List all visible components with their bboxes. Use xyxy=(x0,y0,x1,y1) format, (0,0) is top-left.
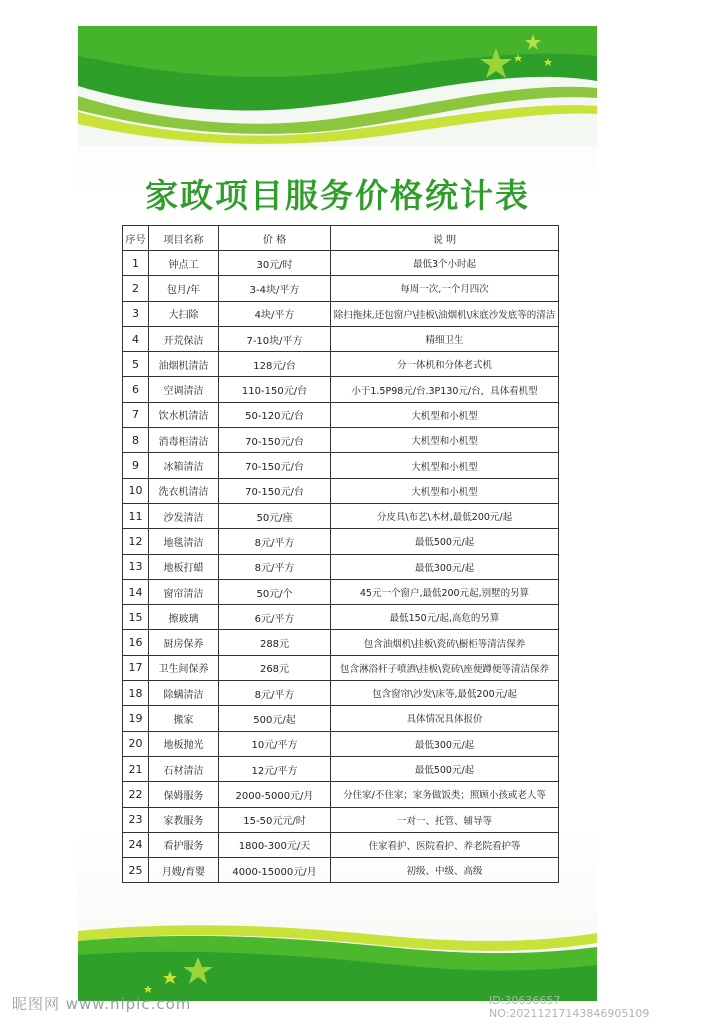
row-price: 15-50元元/时 xyxy=(219,807,331,832)
row-price: 4块/平方 xyxy=(219,301,331,326)
row-desc: 大机型和小机型 xyxy=(331,453,559,478)
poster xyxy=(78,26,597,1001)
table-row xyxy=(123,276,559,301)
row-no: 17 xyxy=(123,655,149,680)
row-price: 288元 xyxy=(219,630,331,655)
row-price: 70-150元/台 xyxy=(219,453,331,478)
table-row xyxy=(123,377,559,402)
row-desc: 包含窗帘\沙发\床等,最低200元/起 xyxy=(331,681,559,706)
table-header-row xyxy=(123,226,559,251)
row-no: 9 xyxy=(123,453,149,478)
watermark-id: ID:30636657 NO:20211217143846905109 xyxy=(489,994,650,1020)
price-table xyxy=(122,225,559,883)
row-item: 月嫂/育婴 xyxy=(149,858,219,883)
row-item: 油烟机清洁 xyxy=(149,352,219,377)
table-row xyxy=(123,579,559,604)
row-item: 饮水机清洁 xyxy=(149,402,219,427)
row-no: 19 xyxy=(123,706,149,731)
row-item: 家教服务 xyxy=(149,807,219,832)
row-price: 70-150元/台 xyxy=(219,478,331,503)
row-item: 卫生间保养 xyxy=(149,655,219,680)
row-item: 包月/年 xyxy=(149,276,219,301)
row-price: 50元/个 xyxy=(219,579,331,604)
row-no: 6 xyxy=(123,377,149,402)
row-desc: 大机型和小机型 xyxy=(331,402,559,427)
row-no: 14 xyxy=(123,579,149,604)
header-no: 序号 xyxy=(123,226,149,251)
row-desc: 分皮具\布艺\木材,最低200元/起 xyxy=(331,503,559,528)
row-desc: 大机型和小机型 xyxy=(331,478,559,503)
row-price: 128元/台 xyxy=(219,352,331,377)
row-price: 30元/时 xyxy=(219,251,331,276)
row-item: 钟点工 xyxy=(149,251,219,276)
row-desc: 具体情况具体报价 xyxy=(331,706,559,731)
row-no: 22 xyxy=(123,782,149,807)
row-no: 16 xyxy=(123,630,149,655)
row-price: 3-4块/平方 xyxy=(219,276,331,301)
row-item: 消毒柜清洁 xyxy=(149,428,219,453)
row-item: 擦玻璃 xyxy=(149,605,219,630)
table-row xyxy=(123,706,559,731)
row-desc: 住家看护、医院看护、养老院看护等 xyxy=(331,832,559,857)
row-desc: 除扫拖抹,还包窗户\挂板\油烟机\床底沙发底等的清洁 xyxy=(331,301,559,326)
table-row xyxy=(123,402,559,427)
header-item: 项目名称 xyxy=(149,226,219,251)
row-no: 11 xyxy=(123,503,149,528)
page-title: 家政项目服务价格统计表 xyxy=(145,176,530,215)
table-row xyxy=(123,731,559,756)
row-desc: 最低300元/起 xyxy=(331,554,559,579)
row-no: 25 xyxy=(123,858,149,883)
table-row xyxy=(123,630,559,655)
row-desc: 最低500元/起 xyxy=(331,529,559,554)
row-no: 10 xyxy=(123,478,149,503)
row-price: 500元/起 xyxy=(219,706,331,731)
row-price: 2000-5000元/月 xyxy=(219,782,331,807)
row-price: 50元/座 xyxy=(219,503,331,528)
row-no: 5 xyxy=(123,352,149,377)
row-no: 3 xyxy=(123,301,149,326)
row-item: 窗帘清洁 xyxy=(149,579,219,604)
table-row xyxy=(123,503,559,528)
row-desc: 小于1.5P98元/台.3P130元/台，具体看机型 xyxy=(331,377,559,402)
row-item: 除螨清洁 xyxy=(149,681,219,706)
top-banner-wave xyxy=(78,26,597,146)
table-row xyxy=(123,807,559,832)
row-no: 18 xyxy=(123,681,149,706)
row-price: 7-10块/平方 xyxy=(219,326,331,351)
row-price: 70-150元/台 xyxy=(219,428,331,453)
table-row xyxy=(123,428,559,453)
row-no: 1 xyxy=(123,251,149,276)
row-desc: 最低3个小时起 xyxy=(331,251,559,276)
row-no: 7 xyxy=(123,402,149,427)
table-row xyxy=(123,453,559,478)
row-item: 大扫除 xyxy=(149,301,219,326)
row-desc: 最低500元/起 xyxy=(331,756,559,781)
row-desc: 精细卫生 xyxy=(331,326,559,351)
row-no: 23 xyxy=(123,807,149,832)
row-no: 12 xyxy=(123,529,149,554)
row-no: 2 xyxy=(123,276,149,301)
header-price: 价 格 xyxy=(219,226,331,251)
table-row xyxy=(123,251,559,276)
row-item: 沙发清洁 xyxy=(149,503,219,528)
table-row xyxy=(123,681,559,706)
row-price: 12元/平方 xyxy=(219,756,331,781)
row-item: 石材清洁 xyxy=(149,756,219,781)
row-item: 看护服务 xyxy=(149,832,219,857)
table-row xyxy=(123,858,559,883)
table-row xyxy=(123,554,559,579)
row-desc: 包含淋浴杆子喷洒\挂板\瓷砖\座便蹲便等清洁保养 xyxy=(331,655,559,680)
row-price: 110-150元/台 xyxy=(219,377,331,402)
row-no: 15 xyxy=(123,605,149,630)
row-desc: 初级、中级、高级 xyxy=(331,858,559,883)
row-item: 地毯清洁 xyxy=(149,529,219,554)
row-item: 洗衣机清洁 xyxy=(149,478,219,503)
row-desc: 大机型和小机型 xyxy=(331,428,559,453)
row-price: 50-120元/台 xyxy=(219,402,331,427)
table-row xyxy=(123,478,559,503)
row-desc: 分住家/不住家；家务做饭类；照顾小孩或老人等 xyxy=(331,782,559,807)
row-price: 8元/平方 xyxy=(219,554,331,579)
row-price: 8元/平方 xyxy=(219,529,331,554)
table-row xyxy=(123,655,559,680)
row-desc: 一对一、托管、辅导等 xyxy=(331,807,559,832)
row-desc: 分一体机和分体老式机 xyxy=(331,352,559,377)
row-no: 20 xyxy=(123,731,149,756)
table-row xyxy=(123,529,559,554)
row-no: 13 xyxy=(123,554,149,579)
bottom-banner-wave xyxy=(78,921,597,1001)
row-desc: 最低150元/起,高危的另算 xyxy=(331,605,559,630)
row-desc: 最低300元/起 xyxy=(331,731,559,756)
row-no: 24 xyxy=(123,832,149,857)
row-item: 空调清洁 xyxy=(149,377,219,402)
row-item: 厨房保养 xyxy=(149,630,219,655)
row-no: 4 xyxy=(123,326,149,351)
row-price: 1800-300元/天 xyxy=(219,832,331,857)
row-item: 冰箱清洁 xyxy=(149,453,219,478)
watermark-logo: 昵图网 www.nipic.com xyxy=(12,995,192,1013)
row-desc: 45元一个窗户,最低200元起,别墅的另算 xyxy=(331,579,559,604)
row-desc: 包含油烟机\挂板\瓷砖\橱柜等清洁保养 xyxy=(331,630,559,655)
table-row xyxy=(123,782,559,807)
table-row xyxy=(123,832,559,857)
table-row xyxy=(123,756,559,781)
row-item: 搬家 xyxy=(149,706,219,731)
row-item: 地板抛光 xyxy=(149,731,219,756)
row-item: 地板打蜡 xyxy=(149,554,219,579)
row-desc: 每周一次,一个月四次 xyxy=(331,276,559,301)
row-no: 21 xyxy=(123,756,149,781)
row-item: 保姆服务 xyxy=(149,782,219,807)
table-row xyxy=(123,605,559,630)
row-price: 8元/平方 xyxy=(219,681,331,706)
header-desc: 说 明 xyxy=(331,226,559,251)
table-row xyxy=(123,326,559,351)
row-no: 8 xyxy=(123,428,149,453)
row-price: 4000-15000元/月 xyxy=(219,858,331,883)
table-row xyxy=(123,301,559,326)
row-price: 268元 xyxy=(219,655,331,680)
row-price: 6元/平方 xyxy=(219,605,331,630)
row-item: 开荒保洁 xyxy=(149,326,219,351)
row-price: 10元/平方 xyxy=(219,731,331,756)
table-row xyxy=(123,352,559,377)
